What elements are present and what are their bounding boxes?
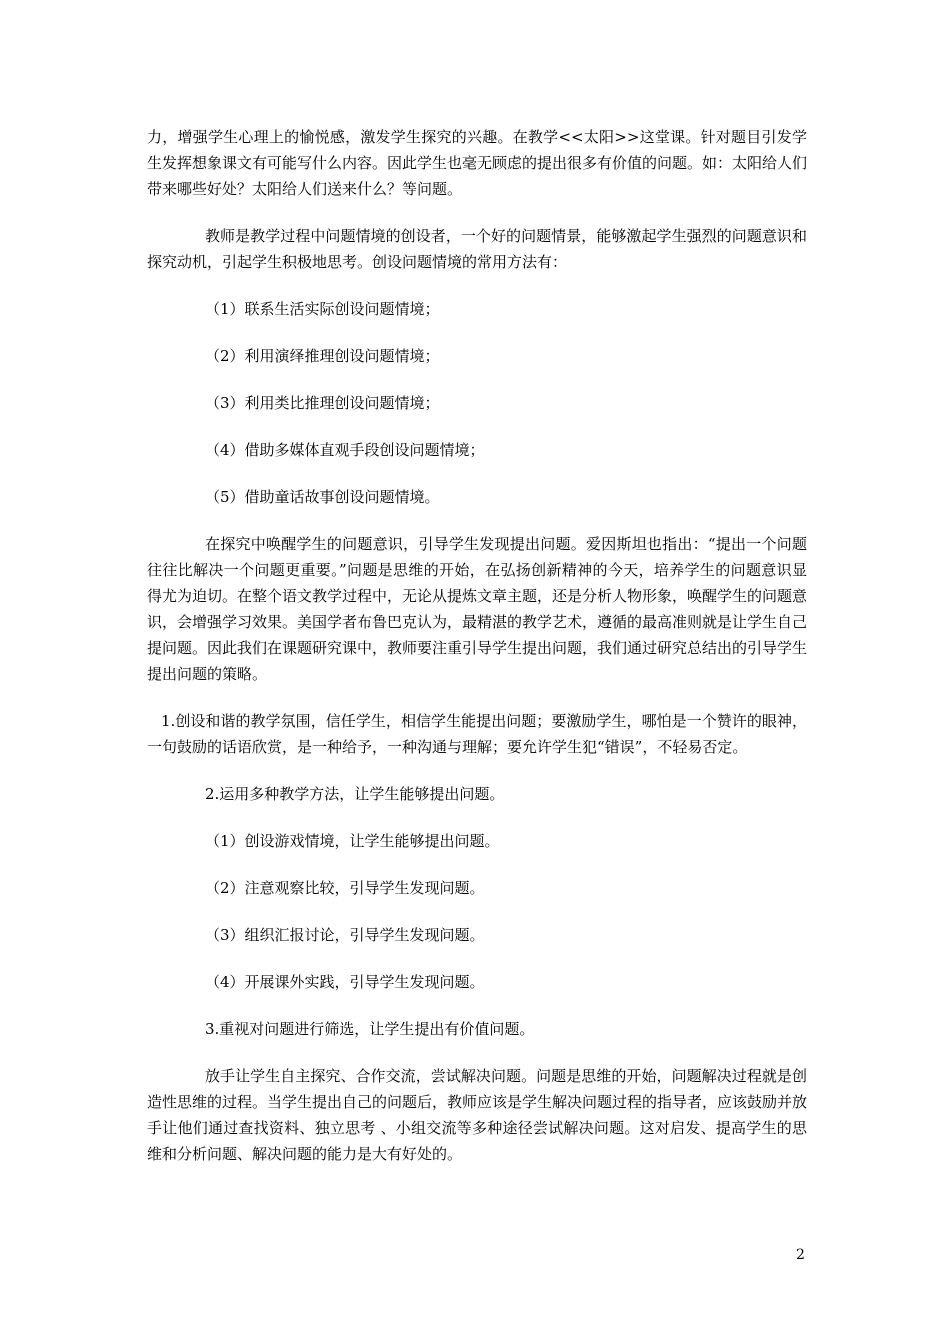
numbered-point-1: 1.创设和谐的教学氛围，信任学生，相信学生能提出问题；要激励学生，哪怕是一个赞许的眼神，一句鼓励的话语欣赏，是一种给予，一种沟通与理解；要允许学生犯“错误”，不轻易否定。 [147, 712, 807, 756]
numbered-point-3: 3.重视对问题进行筛选，让学生提出有价值问题。 [205, 1020, 535, 1038]
document-body [147, 124, 807, 1188]
page-number: 2 [796, 1247, 805, 1263]
list-item: （1）创设游戏情境，让学生能够提出问题。 [205, 832, 500, 850]
numbered-point-2: 2.运用多种教学方法，让学生能够提出问题。 [205, 785, 505, 803]
list-item: （4）开展课外实践，引导学生发现问题。 [205, 973, 485, 991]
list-item: （3）利用类比推理创设问题情境； [205, 394, 440, 412]
list-item: （5）借助童话故事创设问题情境。 [205, 488, 440, 506]
list-item: （4）借助多媒体直观手段创设问题情境； [205, 441, 485, 459]
list-item: （3）组织汇报讨论，引导学生发现问题。 [205, 926, 485, 944]
list-item: （2）注意观察比较，引导学生发现问题。 [205, 879, 485, 897]
paragraph-continuation: 力，增强学生心理上的愉悦感，激发学生探究的兴趣。在教学<<太阳>>这堂课。针对题目引发学生发挥想象课文有可能写什么内容。因此学生也毫无顾虑的提出很多有价值的问题。如：太阳给人们带来哪些好处？太阳给人们送来什么？等问题。 [147, 128, 808, 198]
list-item: （1）联系生活实际创设问题情境； [205, 300, 440, 318]
paragraph-question-awareness: 在探究中唤醒学生的问题意识，引导学生发现提出问题。爱因斯坦也指出：“提出一个问题往往比解决一个问题更重要。”问题是思维的开始，在弘扬创新精神的今天，培养学生的问题意识显得尤为迫切。在整个语文教学过程中，无论从提炼文章主题，还是分析人物形象，唤醒学生的问题意识，会增强学习效果。美国学者布鲁巴克认为，最精湛的教学艺术，遵循的最高准则就是让学生自己提问题。因此我们在课题研究课中，教师要注重引导学生提出问题，我们通过研究总结出的引导学生提出问题的策略。 [147, 535, 808, 683]
paragraph-problem-solving: 放手让学生自主探究、合作交流，尝试解决问题。问题是思维的开始，问题解决过程就是创造性思维的过程。当学生提出自己的问题后，教师应该是学生解决问题过程的指导者，应该鼓励并放手让他们通过查找资料、独立思考 、小组交流等多种途径尝试解决问题。这对启发、提高学生的思维和分析问题、解决问题的能力是大有好处的。 [147, 1067, 808, 1163]
list-item: （2）利用演绎推理创设问题情境； [205, 347, 440, 365]
paragraph-problem-situation: 教师是教学过程中问题情境的创设者，一个好的问题情景，能够激起学生强烈的问题意识和探究动机，引起学生积极地思考。创设问题情境的常用方法有： [147, 227, 807, 271]
